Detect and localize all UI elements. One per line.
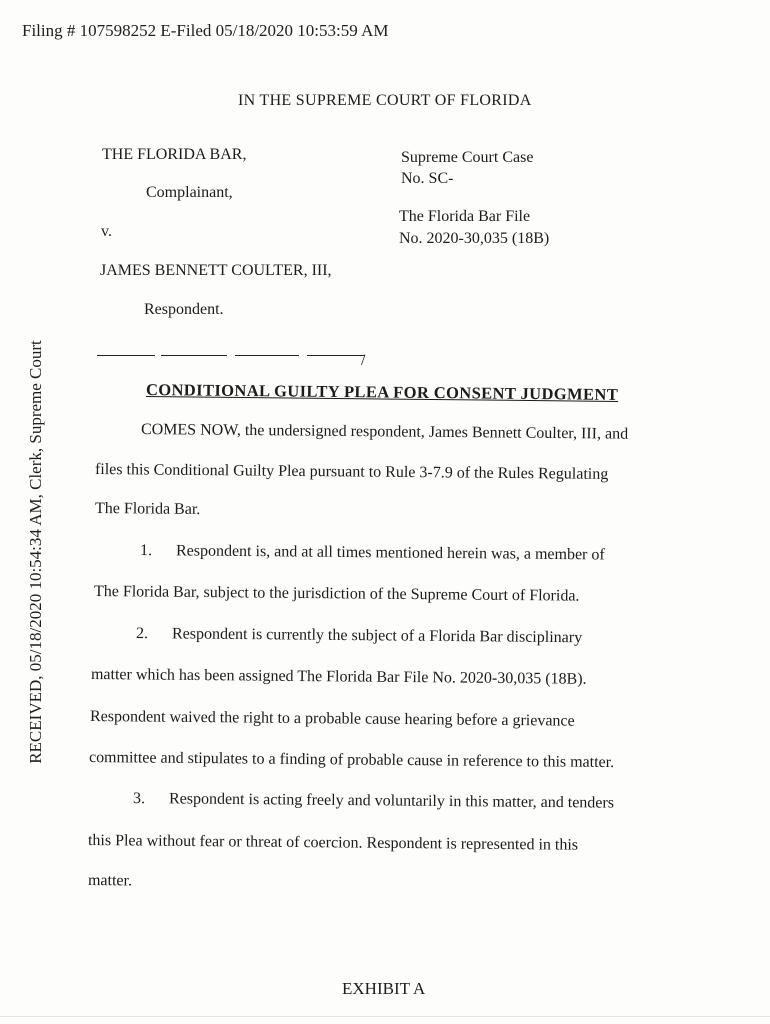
- sc-case-number: No. SC-: [401, 170, 454, 187]
- paragraph-3-line-2: this Plea without fear or threat of coercion. Respondent is represented in this: [87, 832, 579, 854]
- complainant-name: THE FLORIDA BAR,: [102, 146, 247, 163]
- paragraph-3-line-1: 3. Respondent is acting freely and voluntarily in this matter, and tenders: [132, 790, 615, 812]
- respondent-role: Respondent.: [144, 301, 224, 318]
- paragraph-3-line-3: matter.: [87, 872, 133, 890]
- versus-label: v.: [101, 223, 112, 240]
- filing-stamp: Filing # 107598252 E-Filed 05/18/2020 10:53:59 AM: [22, 21, 389, 40]
- bar-file-number: No. 2020-30,035 (18B): [399, 230, 550, 247]
- paragraph-1-line-2: The Florida Bar, subject to the jurisdiction of the Supreme Court of Florida.: [93, 583, 580, 605]
- paragraph-2-line-4: committee and stipulates to a finding of probable cause in reference to this matter.: [88, 749, 615, 772]
- document-title: CONDITIONAL GUILTY PLEA FOR CONSENT JUDGMENT: [145, 380, 619, 404]
- respondent-name: JAMES BENNETT COULTER, III,: [100, 262, 332, 279]
- paragraph-2-line-1: 2. Respondent is currently the subject of a Florida Bar disciplinary: [135, 625, 583, 647]
- received-stamp: RECEIVED, 05/18/2020 10:54:34 AM, Clerk, Supreme Court: [26, 340, 45, 764]
- exhibit-label: EXHIBIT A: [342, 979, 426, 998]
- body-line-3: The Florida Bar.: [94, 500, 201, 519]
- complainant-role: Complainant,: [146, 184, 233, 201]
- paragraph-1-line-1: 1. Respondent is, and at all times mentioned herein was, a member of: [139, 542, 605, 564]
- bar-file-label: The Florida Bar File: [399, 208, 531, 225]
- court-title: IN THE SUPREME COURT OF FLORIDA: [238, 92, 532, 109]
- sc-case-label: Supreme Court Case: [401, 149, 534, 166]
- body-line-2: files this Conditional Guilty Plea pursuant to Rule 3-7.9 of the Rules Regulating: [94, 461, 609, 483]
- paragraph-2-line-3: Respondent waived the right to a probable cause hearing before a grievance: [89, 708, 575, 730]
- body-line-1: COMES NOW, the undersigned respondent, James Bennett Coulter, III, and: [140, 421, 629, 443]
- paragraph-2-line-2: matter which has been assigned The Florida Bar File No. 2020-30,035 (18B).: [90, 666, 587, 688]
- caption-closing-rule: /: [97, 352, 365, 366]
- page-bottom-edge: [0, 1016, 770, 1017]
